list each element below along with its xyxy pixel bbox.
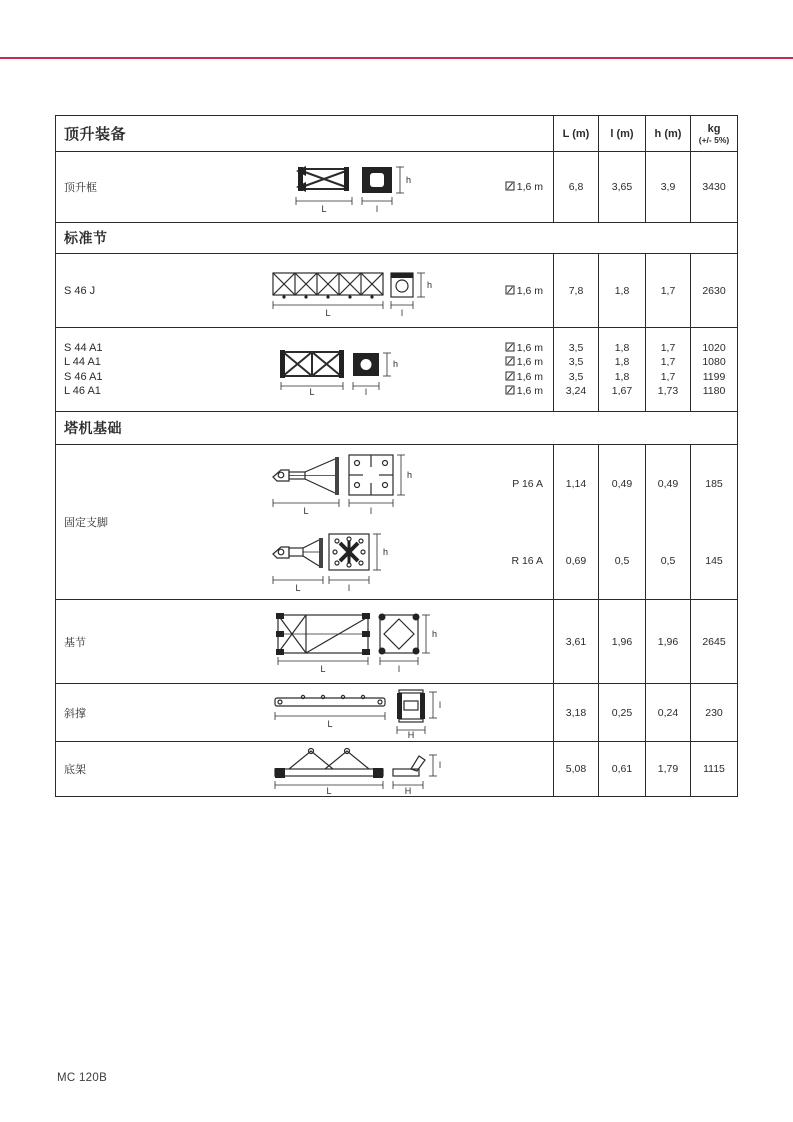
value-l: 0,61 [599, 742, 646, 797]
dim-label-L: L [325, 786, 332, 795]
fixing-leg-p16a-drawing [271, 453, 446, 515]
row-spec: 1,6 m [476, 370, 543, 385]
values-kg: 185 145 [691, 445, 738, 600]
value-l: 3,65 [599, 152, 646, 223]
table-row-fixing-legs [56, 445, 738, 600]
value-kg: 2645 [691, 600, 738, 684]
base-section-drawing [276, 611, 441, 673]
value-h: 1,79 [646, 742, 691, 797]
dim-label-h: h [407, 469, 413, 480]
dim-label-l: l [370, 505, 372, 515]
dim-label-H: H [407, 729, 414, 738]
square-section-icon [505, 285, 515, 295]
section-title-jacking-equipment: 顶升装备 [56, 116, 554, 152]
row-label: S 44 A1 [64, 341, 103, 354]
dim-label-L: L [295, 582, 301, 592]
value-kg: 3430 [691, 152, 738, 223]
values-h: 0,49 0,5 [646, 445, 691, 600]
fixing-leg-variant-p16a [241, 445, 553, 522]
mast-section-s46j-drawing [271, 265, 446, 317]
dim-label-l: l [438, 760, 441, 770]
dim-label-H: H [404, 786, 411, 795]
dim-label-h: h [432, 628, 438, 639]
row-labels-mast-group [56, 341, 241, 399]
values-h: 1,7 1,7 1,7 1,73 [646, 328, 691, 412]
chassis-drawing [273, 743, 445, 795]
jacking-frame-drawing [294, 161, 424, 213]
value-L: 7,8 [554, 254, 599, 328]
row-label: L 44 A1 [64, 356, 101, 368]
col-header-kg-tolerance: (+/- 5%) [698, 134, 730, 145]
col-header-kg-unit: kg [707, 122, 721, 135]
table-header-row [56, 116, 738, 152]
value-kg: 230 [691, 684, 738, 742]
row-label: S 46 A1 [64, 370, 103, 383]
row-spec-s46j: 1,6 m [476, 285, 553, 297]
table-row-mast-group [56, 328, 738, 412]
values-L: 1,14 0,69 [554, 445, 599, 600]
value-kg: 1115 [691, 742, 738, 797]
row-label-chassis: 底架 [64, 764, 86, 776]
square-section-icon [505, 371, 515, 381]
col-header-L: L (m) [554, 116, 599, 152]
dim-label-l: l [348, 582, 350, 592]
row-label-brace: 斜撑 [64, 707, 86, 720]
value-L: 3,18 [554, 684, 599, 742]
col-header-l: l (m) [599, 116, 646, 152]
row-label-base-section: 基节 [64, 636, 86, 649]
dim-label-h: h [392, 358, 398, 369]
table-row-s46j [56, 254, 738, 328]
col-header-h: h (m) [646, 116, 691, 152]
page-footer-model: MC 120B [57, 1072, 108, 1084]
spec-table [55, 115, 738, 797]
dim-label-h: h [383, 546, 389, 557]
dim-label-l: l [401, 307, 403, 317]
dim-label-l: l [375, 204, 378, 213]
mast-section-s44-drawing [279, 344, 439, 396]
variant-name-r16a: R 16 A [511, 554, 543, 567]
table-band-foundation [56, 412, 738, 445]
section-title-foundation: 塔机基础 [56, 412, 738, 445]
square-section-icon [505, 385, 515, 395]
dim-label-h: h [405, 175, 411, 185]
dim-label-L: L [308, 386, 315, 396]
values-l: 1,8 1,8 1,8 1,67 [599, 328, 646, 412]
dim-label-L: L [325, 307, 331, 317]
col-header-kg [691, 116, 738, 152]
value-L: 6,8 [554, 152, 599, 223]
dim-label-L: L [326, 718, 333, 729]
table-row-brace [56, 684, 738, 742]
values-kg: 1020 1080 1199 1180 [691, 328, 738, 412]
dim-label-L: L [320, 663, 326, 673]
value-h: 0,24 [646, 684, 691, 742]
section-title-mast-sections: 标准节 [56, 223, 738, 254]
row-label-s46j: S 46 J [64, 284, 96, 297]
table-row-chassis [56, 742, 738, 797]
dim-label-l: l [364, 386, 367, 396]
value-l: 0,25 [599, 684, 646, 742]
row-spec-jacking-frame: 1,6 m [476, 181, 553, 193]
value-l: 1,8 [599, 254, 646, 328]
variant-name-p16a: P 16 A [512, 477, 543, 490]
value-h: 1,96 [646, 600, 691, 684]
brace-drawing [273, 688, 445, 738]
value-kg: 2630 [691, 254, 738, 328]
value-l: 1,96 [599, 600, 646, 684]
row-spec: 1,6 m [476, 341, 543, 356]
row-label: L 46 A1 [64, 385, 101, 397]
row-label-fixing-legs: 固定支脚 [64, 517, 108, 529]
fixing-leg-r16a-drawing [271, 530, 446, 592]
dim-label-l: l [438, 699, 441, 710]
value-L: 3,61 [554, 600, 599, 684]
header-red-rule [0, 57, 793, 59]
square-section-icon [505, 342, 515, 352]
value-h: 3,9 [646, 152, 691, 223]
row-label-jacking-frame: 顶升框 [64, 182, 97, 194]
value-h: 1,7 [646, 254, 691, 328]
dim-label-L: L [303, 505, 309, 515]
row-spec: 1,6 m [476, 355, 543, 370]
square-section-icon [505, 181, 515, 191]
square-section-icon [505, 356, 515, 366]
fixing-leg-variant-r16a [241, 522, 553, 599]
row-specs-mast-group [476, 341, 553, 399]
table-band-mast-sections [56, 223, 738, 254]
dim-label-L: L [320, 204, 327, 213]
values-l: 0,49 0,5 [599, 445, 646, 600]
table-row-jacking-frame [56, 152, 738, 223]
table-row-base-section [56, 600, 738, 684]
values-L: 3,5 3,5 3,5 3,24 [554, 328, 599, 412]
row-spec: 1,6 m [476, 384, 543, 399]
value-L: 5,08 [554, 742, 599, 797]
dim-label-h: h [427, 279, 433, 290]
dim-label-l: l [398, 663, 400, 673]
